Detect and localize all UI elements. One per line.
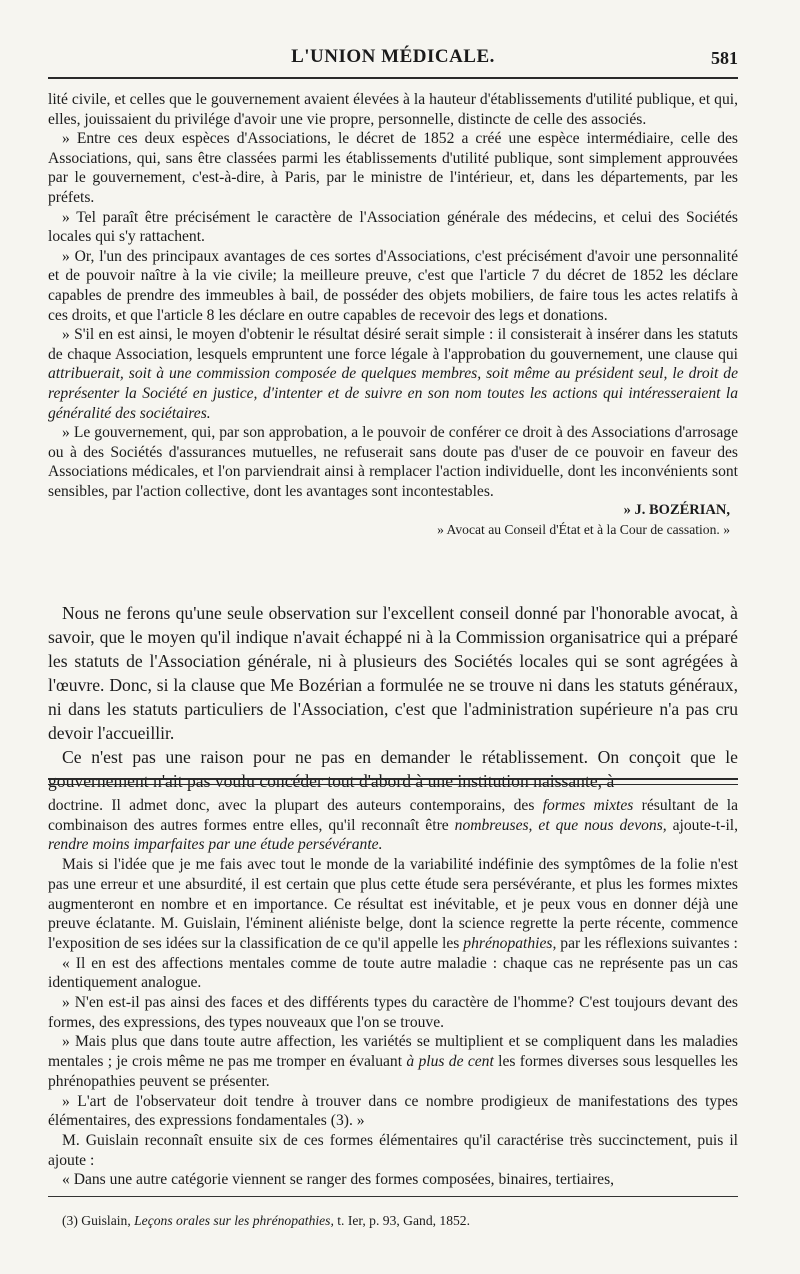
signature-name-text: » J. BOZÉRIAN, (623, 502, 730, 519)
quote-paragraph: » Le gouvernement, qui, par son approbation, a le pouvoir de conférer ce droit à des Associations d'arrosage ou à des Sociétés d'assurances mutuelles, ne refuserait sans doute pas d'user de ce pouvoir en faveur des Associations médicales, et l'on parviendrait ainsi à remplacer l'action individuelle, dont les inconvénients sont sensibles, par l'action collective, dont les avantages sont incontestables. (48, 424, 738, 500)
cont-italic: à plus de cent (406, 1053, 494, 1071)
header-rule (48, 77, 738, 79)
cont-paragraph (48, 796, 738, 855)
letter-quote (48, 90, 738, 539)
cont-paragraph (48, 1032, 738, 1091)
quote-paragraph: » Tel paraît être précisément le caractère de l'Association générale des médecins, et celui des Sociétés locales qui s'y rattachent. (48, 208, 738, 246)
cont-text: » Mais plus que dans toute autre affection, les variétés se multiplient et se compliquent dans les maladies mentales ; je crois même ne pas me tromper en évaluant (48, 1033, 738, 1071)
cont-paragraph: » L'art de l'observateur doit tendre à trouver dans ce nombre prodigieux de manifestations des types élémentaires, des expressions fondamentales (3). » (48, 1092, 738, 1130)
section-divider (48, 778, 738, 785)
cont-text: résultant de la combinaison des autres formes entre elles, qu'il reconnaît être (48, 797, 738, 834)
cont-paragraph (48, 855, 738, 954)
quote-paragraph: » Or, l'un des principaux avantages de ces sortes d'Associations, c'est précisément d'avoir une personnalité et de pouvoir naître à la vie civile; la meilleure preuve, c'est que l'article 7 du décret de 1852 les déclare capables de prendre des immeubles à bail, de posséder des objets mobiliers, de faire tous les actes relatifs à ces droits, et que l'article 8 les déclare en outre capables de recevoir des legs et donations. (48, 247, 738, 324)
cont-italic: formes mixtes (542, 797, 634, 814)
quote-paragraph (48, 325, 738, 423)
quote-paragraph: » Entre ces deux espèces d'Associations, le décret de 1852 a créé une espèce intermédiaire, celle des Associations, qui, sans être classées parmi les établissements d'utilité publique, sont simplement approuvées par le gouvernement, c'est-à-dire, à Paris, par le ministre de l'intérieur, et, dans les départements, par les préfets. (48, 130, 738, 206)
cont-paragraph: » N'en est-il pas ainsi des faces et des différents types du caractère de l'homme? C'est toujours devant des formes, des expressions, des types nouveaux que l'on se trouve. (48, 994, 738, 1031)
signature-name (48, 501, 738, 520)
cont-text: ajoute-t-il, (666, 816, 739, 834)
footnote-text: (3) Guislain, (62, 1213, 135, 1228)
footnote-text: t. Ier, p. 93, Gand, 1852. (333, 1213, 470, 1228)
page-number: 581 (711, 48, 738, 68)
footnote (62, 1212, 732, 1230)
cont-italic: nombreuses, et que nous devons, (454, 816, 667, 834)
signature-title: » Avocat au Conseil d'État et à la Cour de cassation. » (437, 522, 730, 538)
cont-paragraph: M. Guislain reconnaît ensuite six de ces formes élémentaires qu'il caractérise très succinctement, puis il ajoute : (48, 1131, 738, 1169)
footnote-rule (48, 1196, 738, 1197)
cont-paragraph: « Dans une autre catégorie viennent se ranger des formes composées, binaires, tertiaires, (62, 1171, 615, 1189)
quote-text: » S'il en est ainsi, le moyen d'obtenir le résultat désiré serait simple : il consisterait à insérer dans les statuts de chaque Association, lesquels empruntent une force légale à l'approbation du gouvernement, une clause qui (48, 326, 738, 363)
editorial-comment (48, 601, 738, 793)
cont-text: les formes diverses sous lesquelles les phrénopathies peuvent se présenter. (48, 1053, 738, 1090)
footnote-italic: Leçons orales sur les phrénopathies, (134, 1213, 334, 1228)
cont-italic: phrénopathies, (463, 934, 557, 952)
comment-paragraph: Nous ne ferons qu'une seule observation sur l'excellent conseil donné par l'honorable avocat, à savoir, que le moyen qu'il indique n'avait échappé ni à la Commission organisatrice qui a préparé les statuts de l'Association générale, ni à plusieurs des Sociétés locales qui se sont agrégées à l'œuvre. Donc, si la clause que Me Bozérian a formulée ne se trouve ni dans les statuts généraux, ni dans les statuts particuliers de l'Association, c'est que l'administration supérieure n'a pas cru devoir l'accueillir. (48, 603, 738, 743)
cont-text: doctrine. Il admet donc, avec la plupart des auteurs contemporains, des (48, 797, 543, 814)
quote-paragraph: lité civile, et celles que le gouvernement avaient élevées à la hauteur d'établissements d'utilité publique, et qui, elles, jouissaient du privilége d'avoir une vie propre, personnelle, distincte de celle des associés. (48, 91, 738, 128)
running-title: L'UNION MÉDICALE. (291, 46, 495, 67)
feuilleton-continuation (48, 796, 738, 1190)
comment-paragraph: Ce n'est pas une raison pour ne pas en demander le rétablissement. On conçoit que le gouvernement n'ait pas voulu concéder tout d'abord à une institution naissante, à (48, 747, 738, 791)
page-header (48, 46, 738, 74)
cont-text: Mais si l'idée que je me fais avec tout le monde de la variabilité indéfinie des symptômes de la folie n'est pas une erreur et une absurdité, il est certain que plus cette étude sera persévérante, et plus les formes mixtes augmenteront en nombre et en importance. Ce résultat est inévitable, et je peux vous en donner déjà une preuve éclatante. M. Guislain, l'éminent aliéniste belge, dont la science regrette la perte récente, commence l'exposition de ses idées sur la classification de ce qu'il appelle les (48, 856, 738, 952)
cont-text: par les réflexions suivantes : (556, 934, 738, 952)
cont-paragraph: « Il en est des affections mentales comme de toute autre maladie : chaque cas ne représente pas un cas identiquement analogue. (48, 954, 738, 992)
cont-italic: rendre moins imparfaites par une étude persévérante. (48, 836, 383, 854)
quote-italic-text: attribuerait, soit à une commission composée de quelques membres, soit même au président seul, le droit de représenter la Société en justice, d'intenter et de suivre en son nom toutes les actions qui intéresseraient la généralité des sociétaires. (48, 365, 738, 422)
